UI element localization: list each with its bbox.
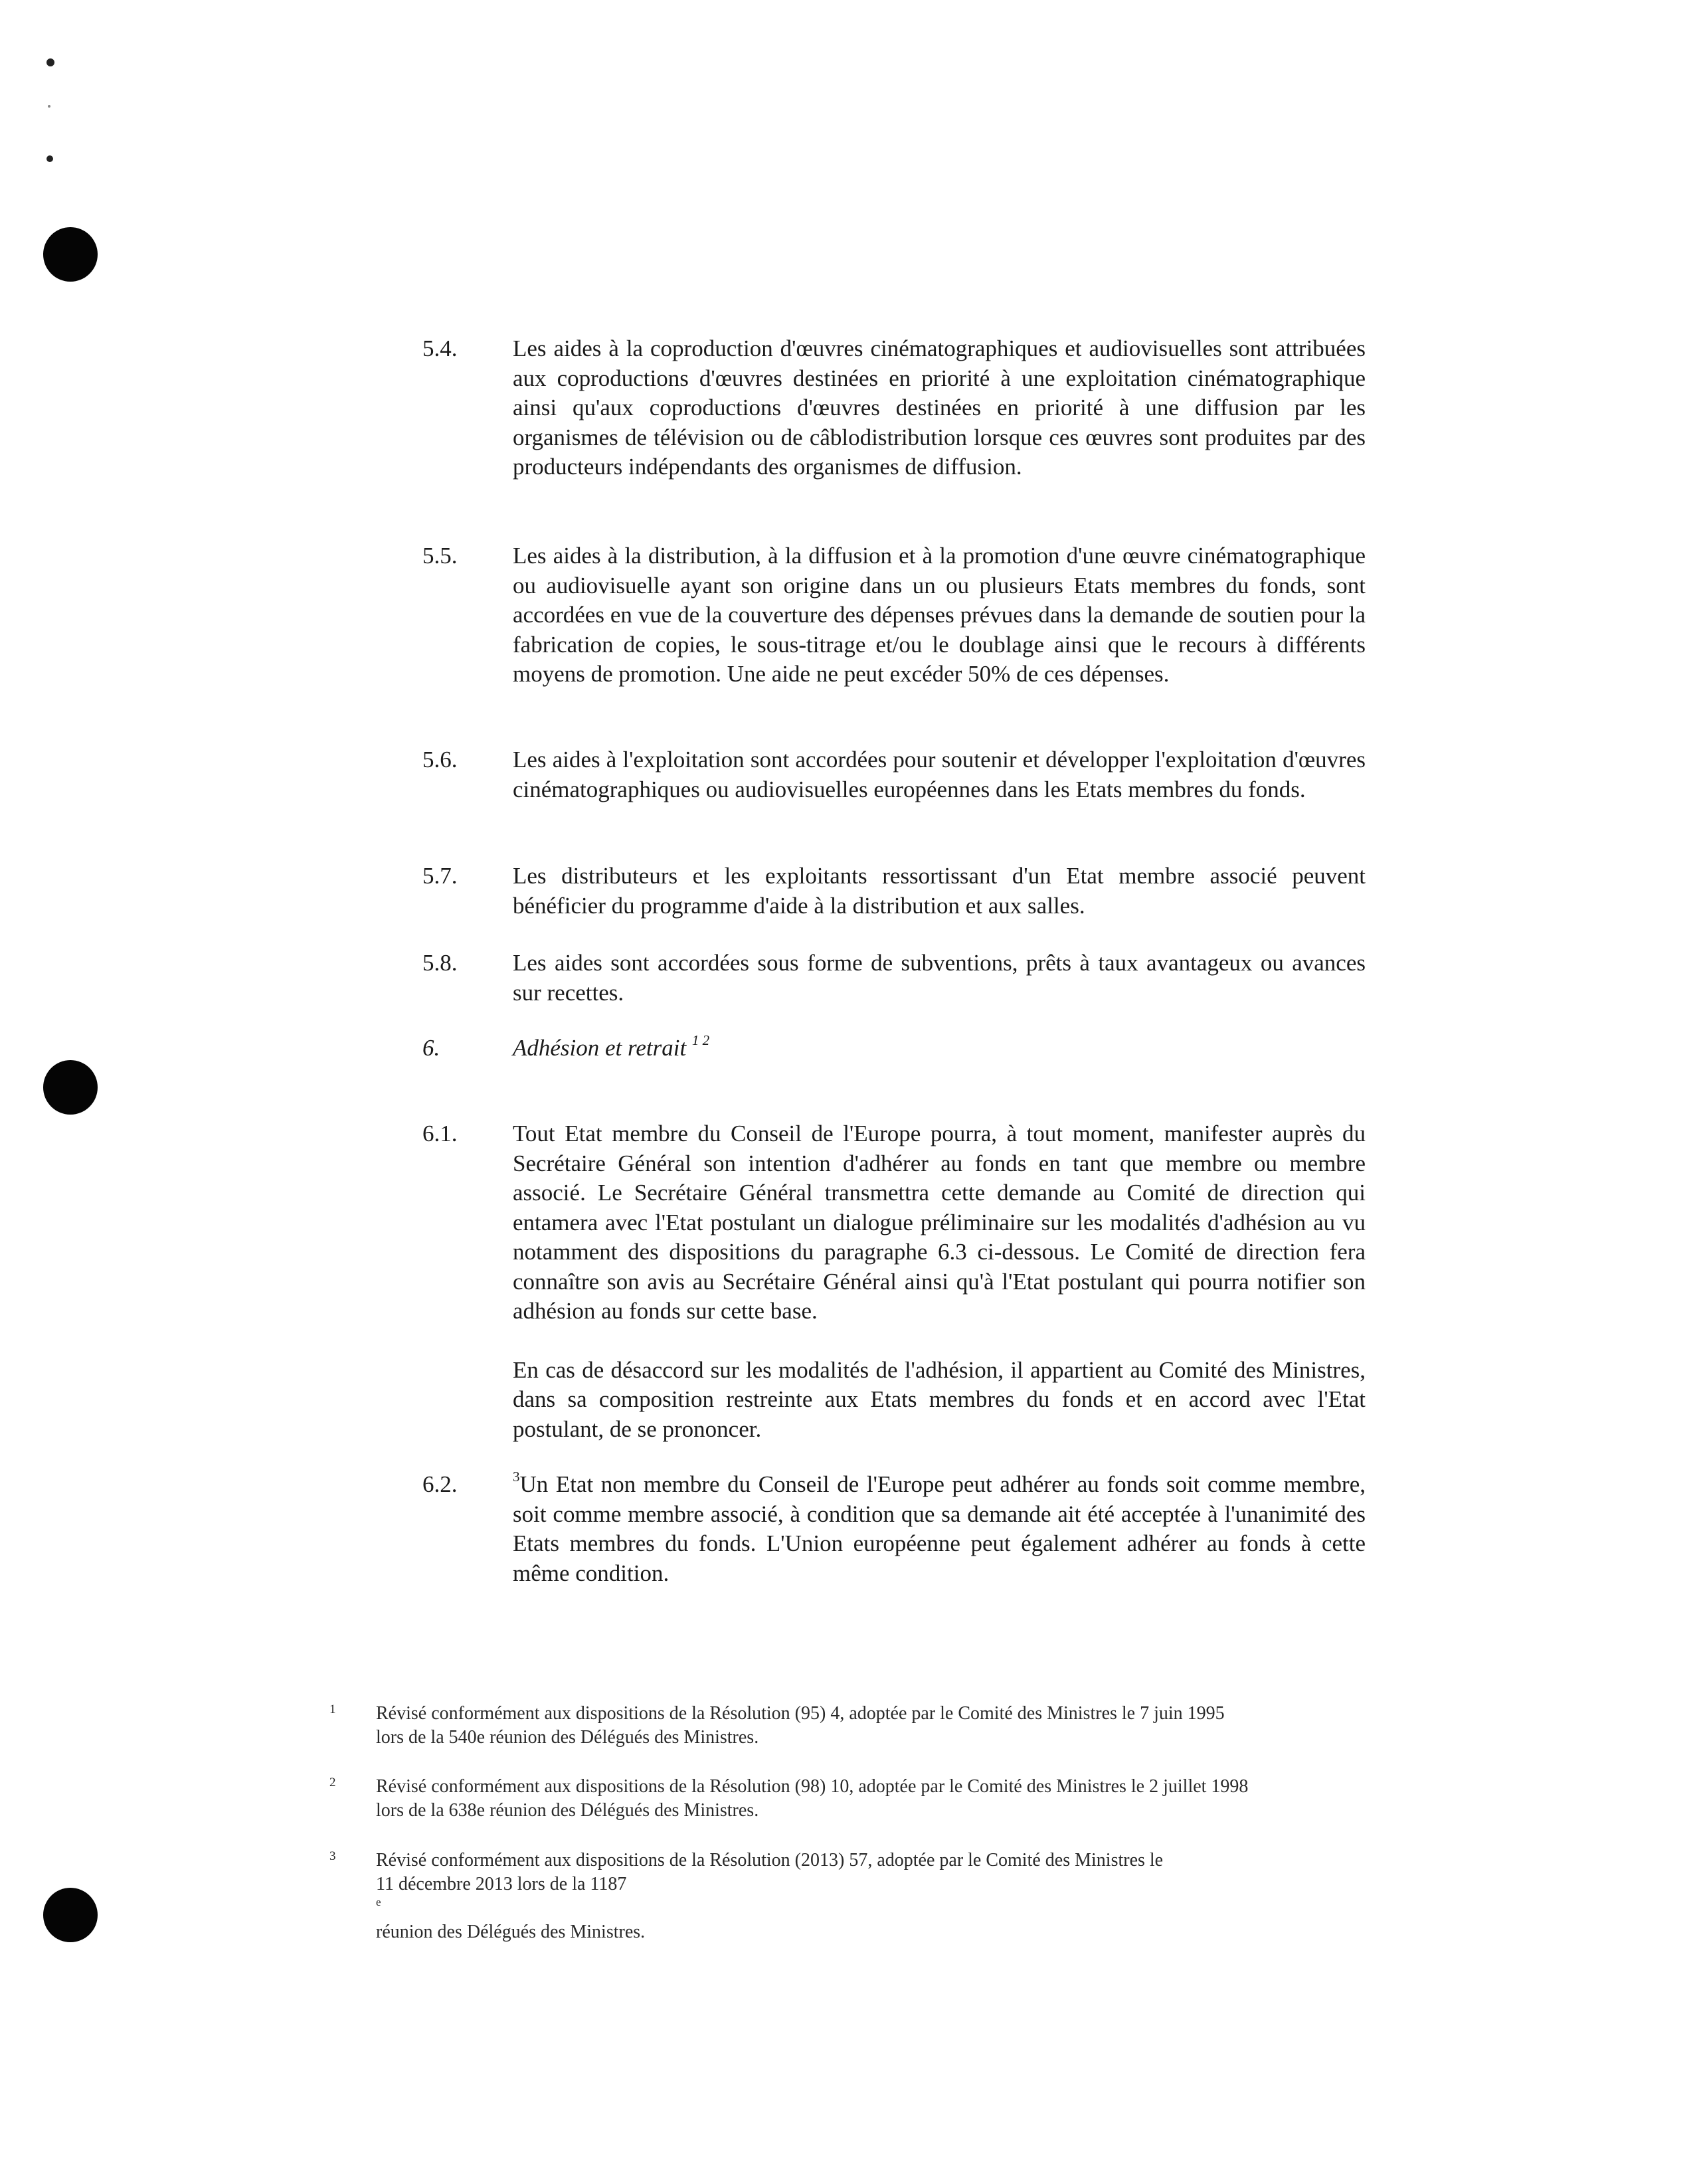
clause-text: Un Etat non membre du Conseil de l'Europe peut adhérer au fonds soit comme membre, soit comme membre associé, à condition que sa demande ait été acceptée à l'unanimité des Etats membres du fonds. L'Union européenne peut également adhérer au fonds à cette même condition. bbox=[513, 1471, 1366, 1586]
clause-5-4 bbox=[422, 334, 1366, 482]
footnote-2 bbox=[329, 1775, 1366, 1823]
footnote-line: lors de la 540e réunion des Délégués des Ministres. bbox=[376, 1727, 759, 1748]
clause-number: 5.8. bbox=[422, 950, 458, 976]
clause-paragraph: Tout Etat membre du Conseil de l'Europe pourra, à tout moment, manifester auprès du Secrétaire Général son intention d'adhérer au fonds en tant que membre ou membre associé. Le Secrétaire Général transmettra cette demande au Comité de direction qui entamera avec l'Etat postulant un dialogue préliminaire sur les modalités d'adhésion au vu notamment des dispositions du paragraphe 6.3 ci-dessous. Le Comité de direction fera connaître son avis au Secrétaire Général ainsi qu'à l'Etat postulant qui pourra notifier son adhésion au fonds sur cette base. bbox=[513, 1121, 1366, 1324]
footnote-3 bbox=[329, 1849, 1366, 1944]
clause-6-2 bbox=[422, 1470, 1366, 1588]
clause-number: 5.6. bbox=[422, 747, 458, 773]
footnote-mark: 3 bbox=[329, 1849, 336, 1863]
clause-text: Les aides à la coproduction d'œuvres cinématographiques et audiovisuelles sont attribuées aux coproductions d'œuvres destinées en priorité à une exploitation cinématographique ainsi qu'aux coproductions d'œuvres destinées en priorité à une diffusion par les organismes de télévision ou de câblodistribution lorsque ces œuvres sont produites par des producteurs indépendants des organismes de diffusion. bbox=[513, 335, 1366, 480]
footnote-mark: 1 bbox=[329, 1702, 336, 1716]
footnote-reference: 3 bbox=[513, 1469, 520, 1485]
section-number: 6. bbox=[422, 1035, 440, 1061]
clause-5-7 bbox=[422, 862, 1366, 921]
footnote-line-part: 11 décembre 2013 lors de la 1187 bbox=[376, 1874, 627, 1894]
clause-number: 6.1. bbox=[422, 1121, 458, 1146]
clause-number: 5.7. bbox=[422, 863, 458, 889]
footnote-line bbox=[376, 1872, 1366, 1944]
scan-speck bbox=[46, 58, 54, 66]
section-6-heading bbox=[422, 1034, 1366, 1063]
ordinal-suffix: e bbox=[376, 1896, 381, 1908]
footnote-mark: 2 bbox=[329, 1775, 336, 1789]
clause-6-1 bbox=[422, 1119, 1366, 1444]
footnote-line: Révisé conformément aux dispositions de la Résolution (95) 4, adoptée par le Comité des Ministres le 7 juin 1995 bbox=[376, 1703, 1225, 1724]
clause-5-8 bbox=[422, 949, 1366, 1008]
scan-speck bbox=[48, 105, 50, 108]
section-title: Adhésion et retrait bbox=[513, 1035, 687, 1061]
footnote-line: lors de la 638e réunion des Délégués des Ministres. bbox=[376, 1800, 759, 1821]
clause-text: Les aides sont accordées sous forme de subventions, prêts à taux avantageux ou avances sur recettes. bbox=[513, 950, 1366, 1006]
clause-5-5 bbox=[422, 541, 1366, 689]
clause-5-6 bbox=[422, 745, 1366, 804]
footnote-line: Révisé conformément aux dispositions de la Résolution (2013) 57, adoptée par le Comité des Ministres le bbox=[376, 1850, 1164, 1870]
punch-hole bbox=[43, 227, 98, 282]
clause-text: Les aides à la distribution, à la diffusion et à la promotion d'une œuvre cinématographique ou audiovisuelle ayant son origine dans un ou plusieurs Etats membres du fonds, sont accordées en vue de la couverture des dépenses prévues dans la demande de soutien pour la fabrication de copies, le sous-titrage et/ou le doublage ainsi que le recours à différents moyens de promotion. Une aide ne peut excéder 50% de ces dépenses. bbox=[513, 543, 1366, 687]
scan-speck bbox=[46, 155, 53, 162]
footnote-1 bbox=[329, 1702, 1366, 1750]
clause-number: 5.5. bbox=[422, 543, 458, 569]
footnote-line: Révisé conformément aux dispositions de la Résolution (98) 10, adoptée par le Comité des Ministres le 2 juillet 1998 bbox=[376, 1776, 1249, 1797]
clause-text: Les distributeurs et les exploitants ressortissant d'un Etat membre associé peuvent bénéficier du programme d'aide à la distribution et aux salles. bbox=[513, 863, 1366, 919]
clause-paragraph: En cas de désaccord sur les modalités de l'adhésion, il appartient au Comité des Ministres, dans sa composition restreinte aux Etats membres du fonds et en accord avec l'Etat postulant, de se prononcer. bbox=[513, 1356, 1366, 1442]
footnote-reference: 1 2 bbox=[691, 1032, 710, 1048]
punch-hole bbox=[43, 1888, 98, 1942]
clause-number: 6.2. bbox=[422, 1471, 458, 1497]
punch-hole bbox=[43, 1060, 98, 1115]
clause-text: Les aides à l'exploitation sont accordées pour soutenir et développer l'exploitation d'œuvres cinématographiques ou audiovisuelles européennes dans les Etats membres du fonds. bbox=[513, 747, 1366, 802]
footnote-line-part: réunion des Délégués des Ministres. bbox=[376, 1922, 646, 1942]
clause-number: 5.4. bbox=[422, 335, 458, 361]
